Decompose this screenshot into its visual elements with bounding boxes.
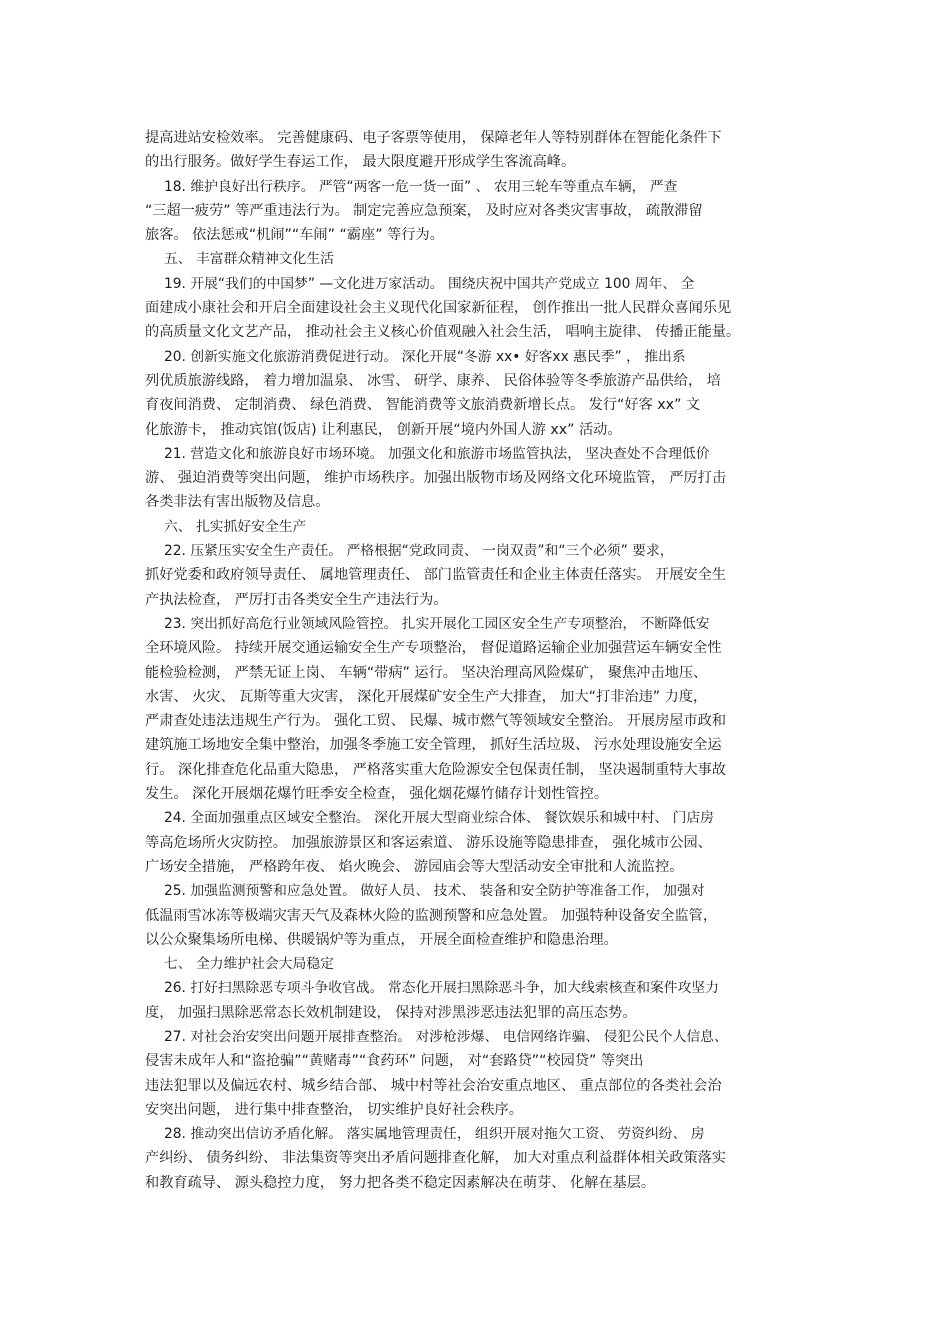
- text-line: 度， 加强扫黑除恶常态长效机制建设， 保持对涉黑涉恶违法犯罪的高压态势。: [145, 1004, 637, 1021]
- text-line: 违法犯罪以及偏远农村、城乡结合部、 城中村等社会治安重点地区、 重点部位的各类社会治: [145, 1077, 722, 1094]
- text-line: “三超一疲劳” 等严重违法行为。 制定完善应急预案， 及时应对各类灾害事故， 疏散滞留: [145, 202, 703, 219]
- text-line: 建筑施工场地安全集中整治，加强冬季施工安全管理， 抓好生活垃圾、 污水处理设施安全运: [145, 737, 722, 754]
- text-line: 水害、 火灾、 瓦斯等重大灾害， 深化开展煤矿安全生产大排查， 加大“打非治违” 力度，: [145, 688, 708, 705]
- text-line: 以公众聚集场所电梯、供暖锅炉等为重点， 开展全面检查维护和隐患治理。: [145, 931, 618, 948]
- text-line: 六、 扎实抓好安全生产: [164, 518, 307, 535]
- text-line: 广场安全措施， 严格跨年夜、 焰火晚会、 游园庙会等大型活动安全审批和人流监控。: [145, 858, 684, 875]
- text-line: 24. 全面加强重点区域安全整治。 深化开展大型商业综合体、 餐饮娱乐和城中村、 门店房: [164, 810, 714, 827]
- text-line: 五、 丰富群众精神文化生活: [164, 251, 334, 268]
- text-line: 18. 维护良好出行秩序。 严管“两客一危一货一面” 、 农用三轮车等重点车辆， 严查: [164, 178, 678, 195]
- text-line: 能检验检测， 严禁无证上岗、 车辆“带病” 运行。 坚决治理高风险煤矿， 聚焦冲击地压、: [145, 664, 708, 681]
- text-line: 七、 全力维护社会大局稳定: [164, 956, 334, 973]
- text-line: 面建成小康社会和开启全面建设社会主义现代化国家新征程， 创作推出一批人民群众喜闻乐见: [145, 300, 732, 317]
- text-line: 安突出问题， 进行集中排查整治， 切实维护良好社会秩序。: [145, 1101, 523, 1118]
- text-line: 行。 深化排查危化品重大隐患， 严格落实重大危险源安全包保责任制， 坚决遏制重特大事故: [145, 761, 727, 778]
- text-line: 19. 开展“我们的中国梦” —文化进万家活动。 围绕庆祝中国共产党成立 100 周年、 全: [164, 275, 695, 292]
- text-line: 和教育疏导、 源头稳控力度， 努力把各类不稳定因素解决在萌芽、 化解在基层。: [145, 1174, 656, 1191]
- text-line: 抓好党委和政府领导责任、 属地管理责任、 部门监管责任和企业主体责任落实。 开展安全生: [145, 567, 727, 584]
- text-line: 提高进站安检效率。 完善健康码、电子客票等使用， 保障老年人等特别群体在智能化条件下: [145, 130, 722, 146]
- text-line: 25. 加强监测预警和应急处置。 做好人员、 技术、 装备和安全防护等准备工作， 加强对: [164, 883, 705, 900]
- text-line: 产执法检查， 严厉打击各类安全生产违法行为。: [145, 591, 448, 608]
- text-line: 20. 创新实施文化旅游消费促进行动。 深化开展“冬游 xx• 好客xx 惠民季” ， 推出系: [164, 348, 686, 365]
- text-line: 26. 打好扫黑除恶专项斗争收官战。 常态化开展扫黑除恶斗争，加大线索核查和案件攻坚力: [164, 980, 719, 997]
- text-line: 23. 突出抓好高危行业领域风险管控。 扎实开展化工园区安全生产专项整治， 不断降低安: [164, 615, 710, 632]
- text-line: 各类非法有害出版物及信息。: [145, 494, 330, 511]
- text-line: 育夜间消费、 定制消费、 绿色消费、 智能消费等文旅消费新增长点。 发行“好客 xx” 文: [145, 397, 701, 414]
- text-line: 21. 营造文化和旅游良好市场环境。 加强文化和旅游市场监管执法， 坚决查处不合理低价: [164, 445, 710, 462]
- text-line: 产纠纷、 债务纠纷、 非法集资等突出矛盾问题排查化解， 加大对重点利益群体相关政策落实: [145, 1150, 727, 1167]
- text-line: 旅客。 依法惩戒“机闹”“车闹” “霸座” 等行为。: [145, 227, 444, 244]
- text-line: 的出行服务。做好学生春运工作， 最大限度避开形成学生客流高峰。: [145, 154, 576, 171]
- text-line: 28. 推动突出信访矛盾化解。 落实属地管理责任， 组织开展对拖欠工资、 劳资纠纷、 房: [164, 1126, 705, 1143]
- text-line: 27. 对社会治安突出问题开展排查整治。 对涉枪涉爆、 电信网络诈骗、 侵犯公民个人信息、: [164, 1028, 728, 1045]
- text-line: 全环境风险。 持续开展交通运输安全生产专项整治， 督促道路运输企业加强营运车辆安全性: [145, 640, 722, 657]
- text-line: 侵害未成年人和“盗抢骗”“黄赌毒”“食药环” 问题， 对“套路贷”“校园贷” 等突出: [145, 1053, 644, 1070]
- text-line: 列优质旅游线路， 着力增加温泉、 冰雪、 研学、康养、 民俗体验等冬季旅游产品供给， 培: [145, 372, 721, 389]
- text-line: 22. 压紧压实安全生产责任。 严格根据“党政同责、 一岗双责”和“三个必须” 要求，: [164, 543, 674, 560]
- text-line: 低温雨雪冰冻等极端灾害天气及森林火险的监测预警和应急处置。 加强特种设备安全监管，: [145, 907, 718, 924]
- text-line: 发生。 深化开展烟花爆竹旺季安全检查， 强化烟花爆竹储存计划性管控。: [145, 786, 609, 803]
- text-line: 化旅游卡， 推动宾馆(饭店) 让利惠民， 创新开展“境内外国人游 xx” 活动。: [145, 421, 622, 438]
- document-body: [145, 126, 825, 1195]
- text-line: 严肃查处违法违规生产行为。 强化工贸、 民爆、城市燃气等领域安全整治。 开展房屋市政和: [145, 713, 727, 730]
- text-line: 等高危场所火灾防控。 加强旅游景区和客运索道、 游乐设施等隐患排查， 强化城市公园、: [145, 834, 712, 851]
- text-line: 游、 强迫消费等突出问题， 维护市场秩序。加强出版物市场及网络文化环境监管， 严厉打击: [145, 470, 727, 487]
- text-line: 的高质量文化文艺产品， 推动社会主义核心价值观融入社会生活， 唱响主旋律、 传播正能量。: [145, 324, 741, 341]
